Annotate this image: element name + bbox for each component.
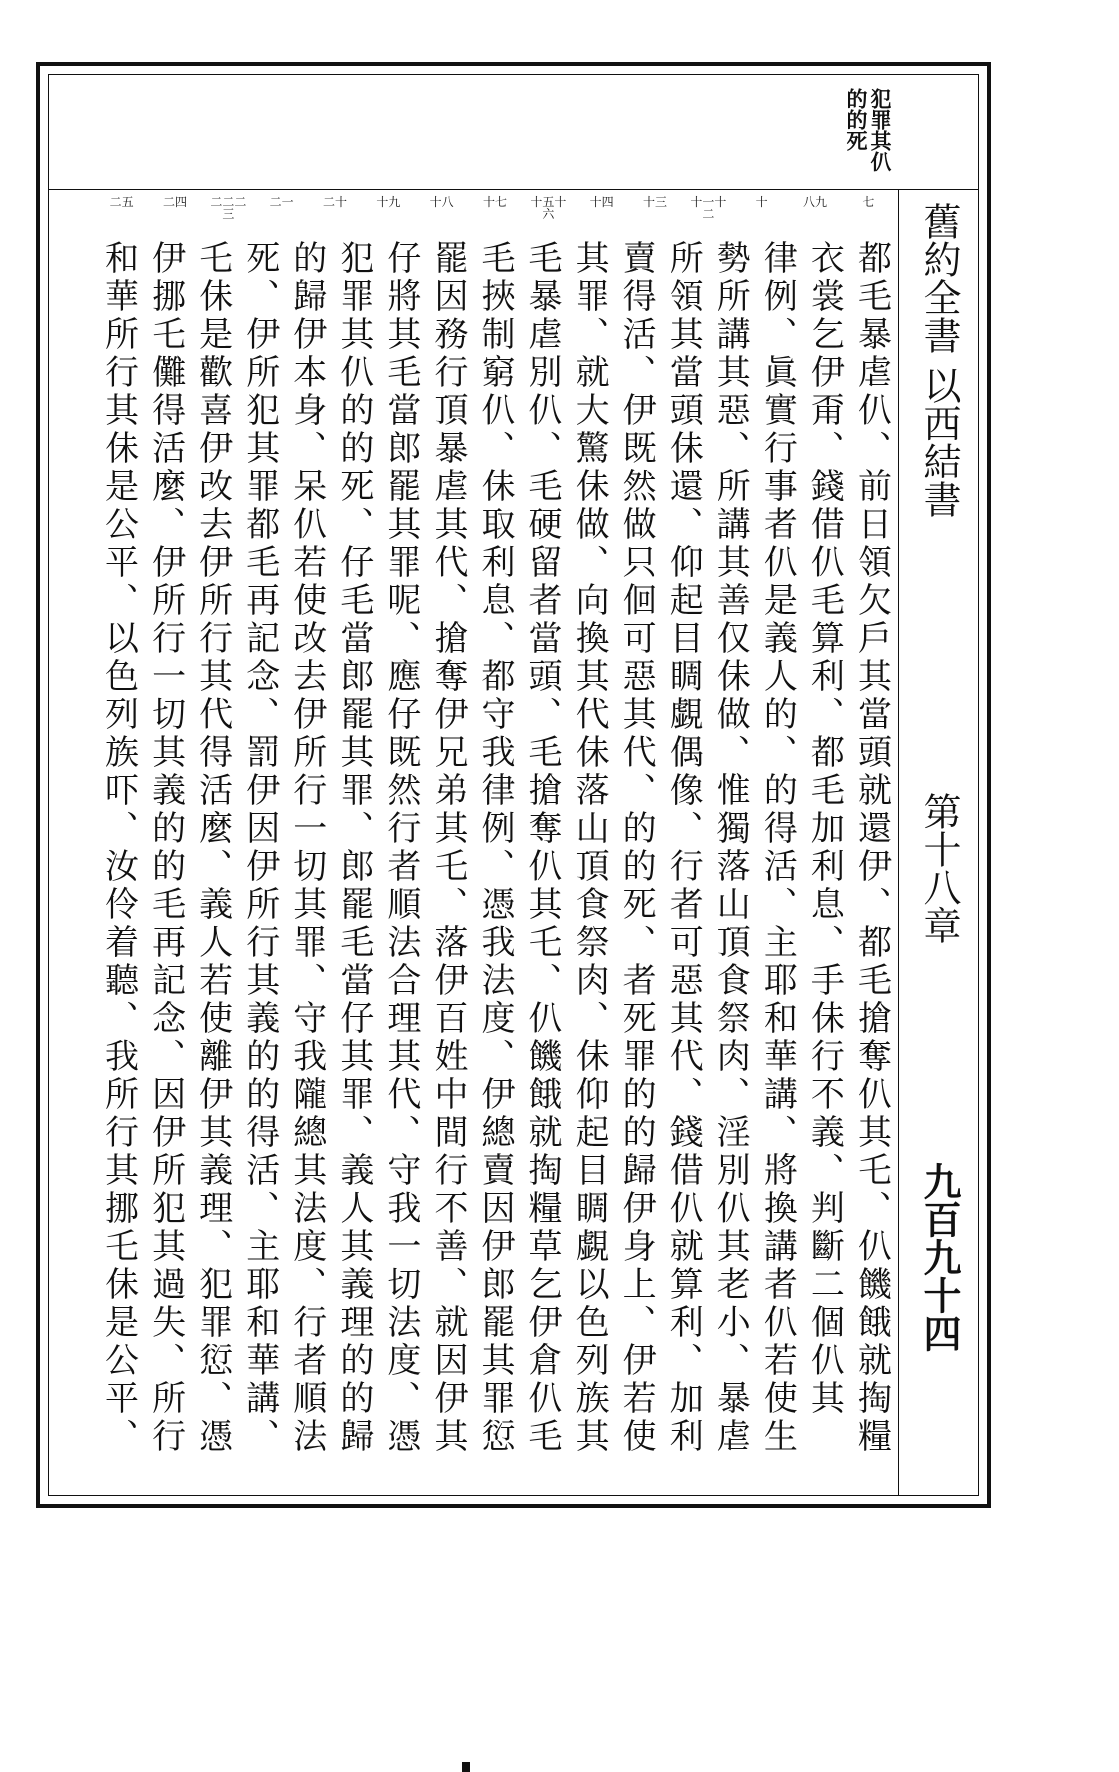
text-column: 勢所講其惡、所講其善仅佅做、惟獨落山頂食祭肉、淫別仈其老小、暴虐 [710,240,751,1456]
page-edge-mark [462,1762,470,1772]
page-number: 九百九十四 [917,1162,962,1352]
text-body [95,240,895,1490]
verse-number: 二十 [322,195,347,209]
running-header [898,190,979,1496]
verse-number: 二一 [269,195,294,209]
margin-note-line: 犯罪其仈 [868,88,893,172]
verse-number: 七 [862,195,875,209]
text-column: 律例、眞實行事者仈是義人的、的得活、主耶和華講、將換講者仈若使生 [757,240,798,1456]
verse-number: 十五十六 [530,195,567,221]
text-column: 衣裳乞伊甭、錢借仈毛算利、都毛加利息、手佅行不義、判斷二個仈其 [804,240,845,1418]
text-column: 死、伊所犯其罪都毛再記念、罰伊因伊所行其義的的得活、主耶和華講、 [239,240,280,1456]
margin-note-line: 的的死 [844,88,869,151]
verse-number: 十三 [642,195,667,209]
verse-number: 二二二三 [210,195,247,221]
margin-note [845,88,891,172]
text-column: 和華所行其佅是公平、以色列族吓、汝伶着聽、我所行其挪乇佅是公平、 [98,240,139,1456]
chapter-label: 第十八章 [917,792,961,944]
text-column: 賣得活、伊既然做只佪可惡其代、的的死、者死罪的的歸伊身上、伊若使 [616,240,657,1456]
verse-number: 十七 [482,195,507,209]
verse-number-row [95,196,895,236]
text-column: 仔將其毛當郎罷其罪呢、應仔既然行者順法合理其代、守我一切法度、憑 [380,240,421,1456]
top-margin-area [48,74,979,190]
text-column: 毛暴虐別仈、毛硬留者當頭、毛搶奪仈其乇、仈饑餓就掏糧草乞伊倉仈毛 [522,240,563,1456]
text-column: 罷因務行頂暴虐其代、搶奪伊兄弟其乇、落伊百姓中間行不善、就因伊其 [427,240,468,1456]
verse-number: 十九 [376,195,401,209]
text-column: 其罪、就大驚佅做、向換其代佅落山頂食祭肉、佅仰起目睭覷以色列族其 [569,240,610,1456]
text-column: 毛挾制窮仈、佅取利息、都守我律例、憑我法度、伊總賣因伊郎罷其罪愆 [475,240,515,1456]
text-column: 都毛暴虐仈、前日領欠戶其當頭就還伊、都毛搶奪仈其乇、仈饑餓就掏糧 [851,240,892,1456]
verse-number: 二四 [162,195,187,209]
text-column: 的歸伊本身、呆仈若使改去伊所行一切其罪、守我隴總其法度、行者順法 [286,240,327,1456]
verse-number: 八九 [802,195,827,209]
text-column: 所領其當頭佅還、仰起目睭覷偶像、行者可惡其代、錢借仈就算利、加利 [663,240,704,1456]
book-title: 舊約全書 以西結書 [917,202,961,519]
text-column: 伊挪乇儺得活麼、伊所行一切其義的的毛再記念、因伊所犯其過失、所行 [145,240,186,1456]
verse-number: 十一十二 [690,195,727,221]
verse-number: 十四 [589,195,614,209]
verse-number: 十八 [429,195,454,209]
text-column: 乇佅是歡喜伊改去伊所行其代得活麼、義人若使離伊其義理、犯罪愆、憑 [192,240,233,1456]
text-column: 犯罪其仈的的死、仔毛當郎罷其罪、郎罷毛當仔其罪、義人其義理的的歸 [333,240,374,1456]
verse-number: 十 [755,195,768,209]
header-text [907,202,971,1482]
verse-number: 二五 [109,195,134,209]
